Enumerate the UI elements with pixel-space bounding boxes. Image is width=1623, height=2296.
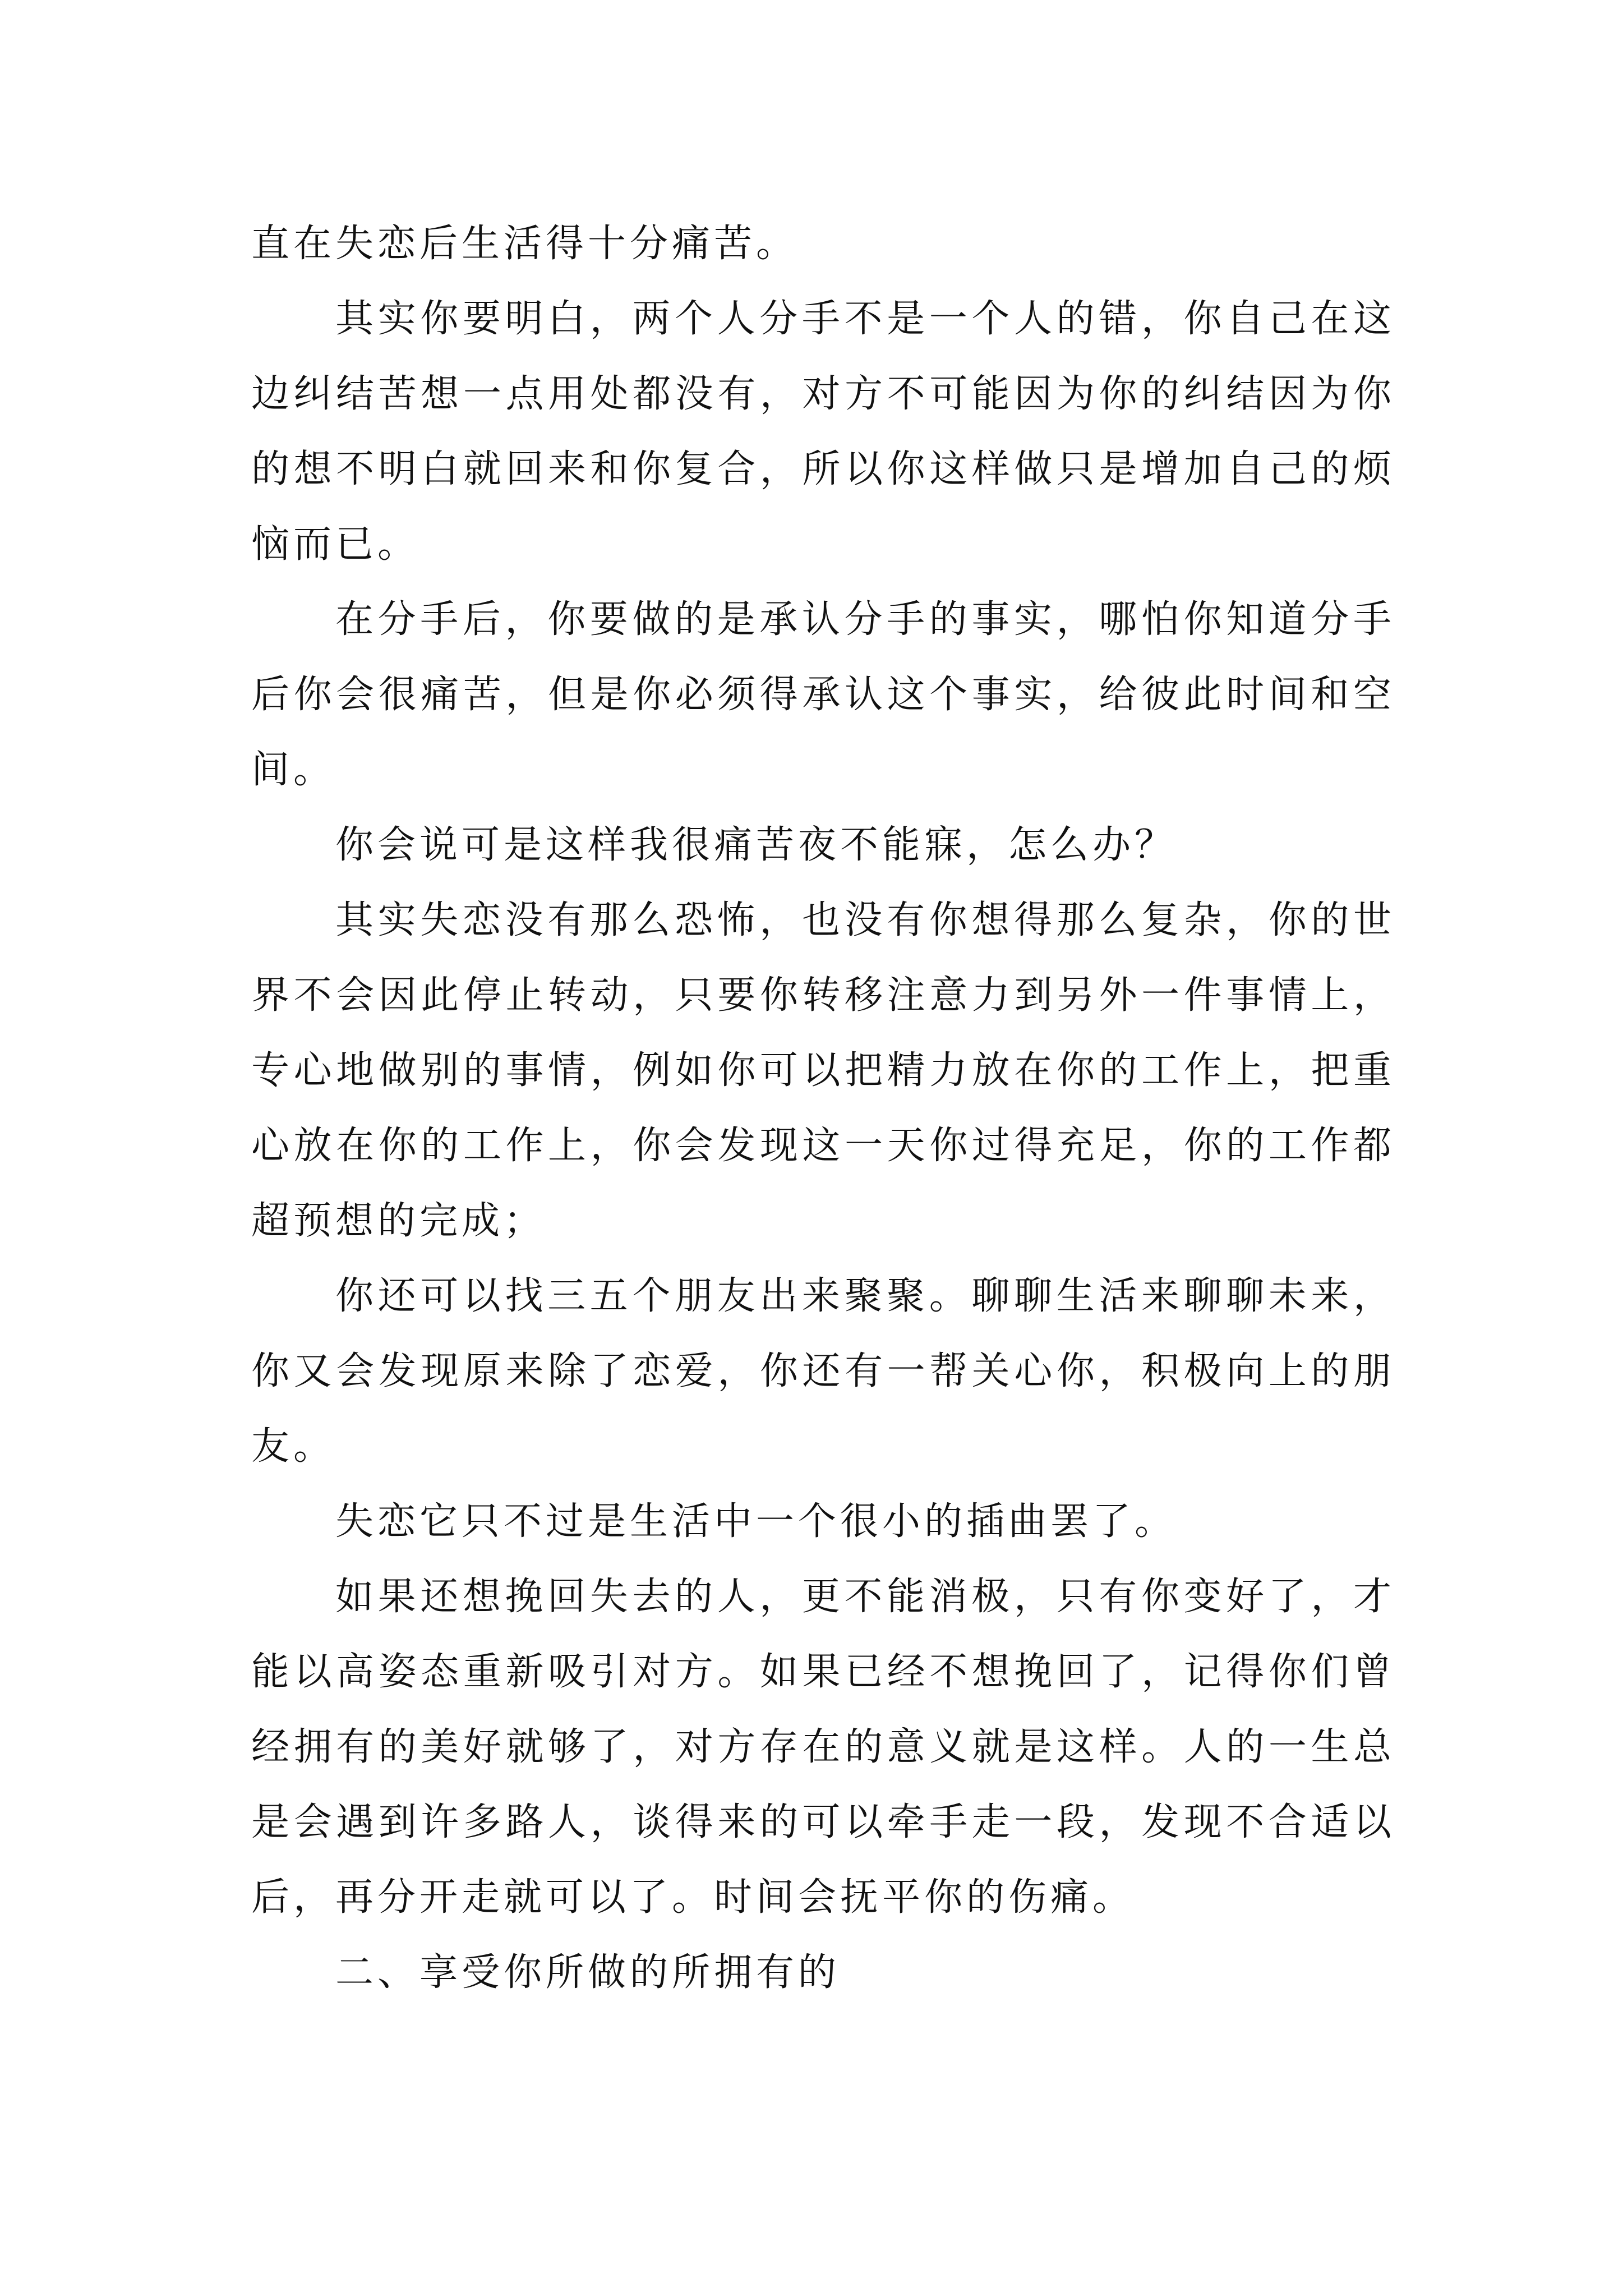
- paragraph-sleepless-question: 你会说可是这样我很痛苦夜不能寐，怎么办？: [335, 823, 1177, 867]
- paragraph-shift-attention: 其实失恋没有那么恐怖，也没有你想得那么复杂，你的世界不会因此停止转动，只要你转移注意力到另外一件事情上，专心地做别的事情，例如你可以把精力放在你的工作上，把重心放在你的工作上，你会发现这一天你过得充足，你的工作都超预想的完成；: [251, 898, 1395, 1243]
- paragraph-continuation: 直在失恋后生活得十分痛苦。: [251, 222, 799, 266]
- section-heading-enjoy: 二、享受你所做的所拥有的: [335, 1950, 841, 1995]
- paragraph-meet-friends: 你还可以找三五个朋友出来聚聚。聊聊生活来聊聊未来，你又会发现原来除了恋爱，你还有一帮关心你，积极向上的朋友。: [251, 1274, 1395, 1469]
- paragraph-breakup-not-one-fault: 其实你要明白，两个人分手不是一个人的错，你自己在这边纠结苦想一点用处都没有，对方不可能因为你的纠结因为你的想不明白就回来和你复合，所以你这样做只是增加自己的烦恼而已。: [251, 297, 1395, 567]
- paragraph-small-episode: 失恋它只不过是生活中一个很小的插曲罢了。: [335, 1499, 1177, 1544]
- body-text: [251, 206, 1395, 2010]
- paragraph-accept-breakup: 在分手后，你要做的是承认分手的事实，哪怕你知道分手后你会很痛苦，但是你必须得承认这个事实，给彼此时间和空间。: [251, 597, 1395, 792]
- paragraph-win-back-or-let-go: 如果还想挽回失去的人，更不能消极，只有你变好了，才能以高姿态重新吸引对方。如果已经不想挽回了，记得你们曾经拥有的美好就够了，对方存在的意义就是这样。人的一生总是会遇到许多路人，谈得来的可以牵手走一段，发现不合适以后，再分开走就可以了。时间会抚平你的伤痛。: [251, 1575, 1395, 1920]
